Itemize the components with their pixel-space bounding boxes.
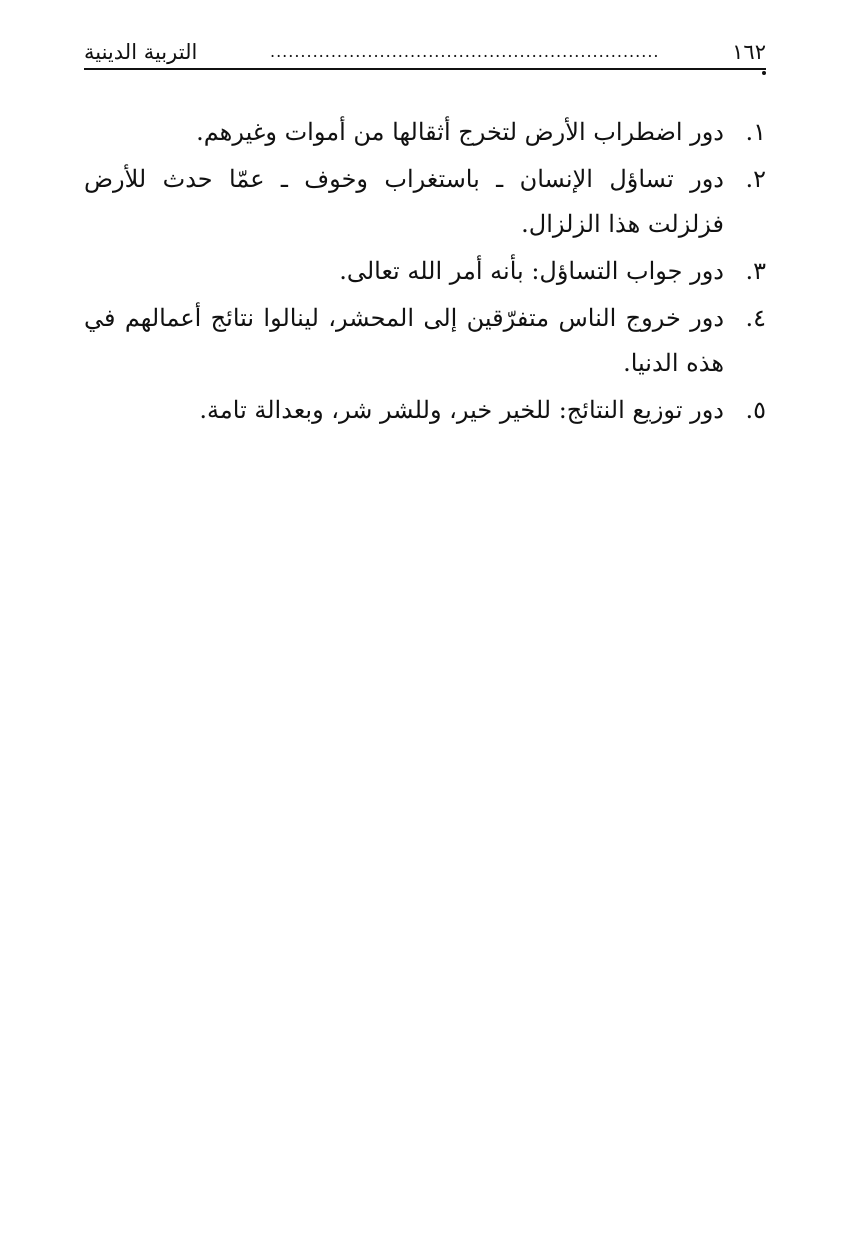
list-item-number: ١. [745,118,766,146]
book-page [84,30,766,435]
list-item-number: ٣. [745,257,766,285]
rule-dot [762,71,766,75]
dot-leader: ................................................................ [269,42,660,61]
running-header [84,30,766,68]
list-item [84,249,766,294]
list-item [84,157,766,247]
list-item [84,296,766,386]
list-item-text: دور جواب التساؤل: بأنه أمر الله تعالى. [339,257,724,285]
list-item-text: دور خروج الناس متفرّقين إلى المحشر، لينالوا نتائج أعمالهم في هذه الدنيا. [84,304,725,377]
list-item [84,388,766,433]
running-title: التربية الدينية [84,40,198,64]
list-item-number: ٤. [745,304,766,332]
list-item [84,110,766,155]
page-number: ١٦٢ [732,40,766,64]
list-item-text: دور توزيع النتائج: للخير خير، وللشر شر، وبعدالة تامة. [199,396,724,424]
list-item-text: دور تساؤل الإنسان ـ باستغراب وخوف ـ عمّا حدث للأرض فزلزلت هذا الزلزال. [84,165,724,238]
list-item-number: ٥. [745,396,766,424]
list-item-number: ٢. [745,165,766,193]
numbered-list [84,110,766,433]
list-item-text: دور اضطراب الأرض لتخرج أثقالها من أموات وغيرهم. [196,118,724,146]
header-rule [84,68,766,70]
